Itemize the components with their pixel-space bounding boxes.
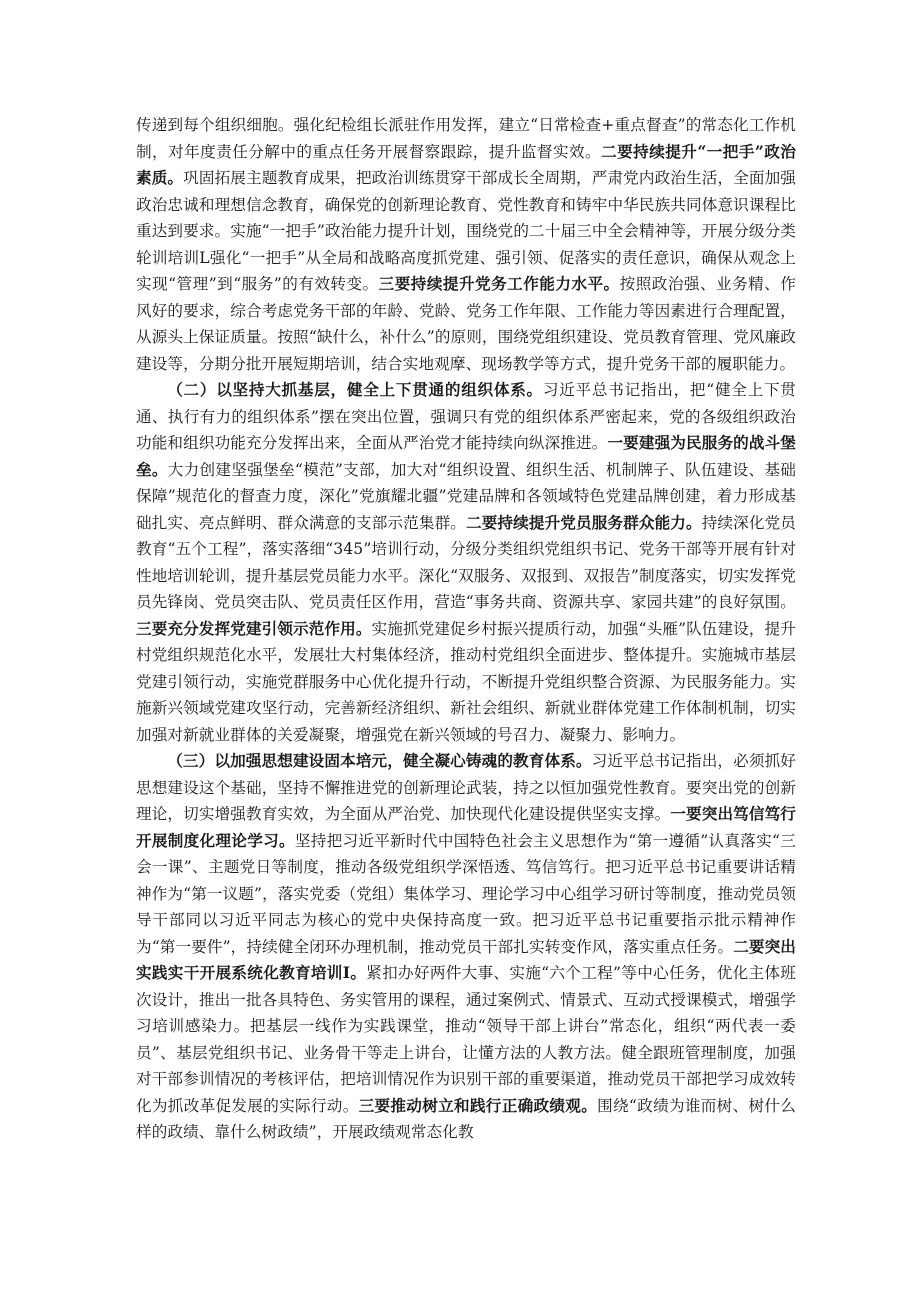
text-run: 大力创建坚强堡垒“模范”支部，加大对“组织设置、组织生活、机制牌子、队伍建设、基础保障”规范化的督查力度，深化”党旗耀北疆”党建品牌和各领域特色党建品牌创建，着力形成基础扎实、亮点鲜明、群众满意的支部示范集群。 <box>136 460 796 532</box>
heading-run: 三要充分发挥党建引领示范作用。 <box>136 618 372 638</box>
paragraph-1 <box>136 112 796 377</box>
text-run: 巩固拓展主题教育成果，把政治训练贯穿干部成长全周期，严肃党内政治生活，全面加强政治忠诚和理想信念教育，确保党的创新理论教育、党性教育和铸牢中华民族共同体意识课程比重达到要求。实施“一把手”政治能力提升计划，围绕党的二十届三中全会精神等，开展分级分类轮训培训L强化“一把手”从全局和战略高度抓党建、强引领、促落实的责任意识，确保从观念上实现“管理”到“服务”的有效转变。 <box>136 169 796 293</box>
text-run: 习近平总书记指出，必须抓好思想建设这个基础，坚持不懈推进党的创新理论武装，持之以恒加强党性教育。要突出党的创新理论，切实增强教育实效，为全面从严治党、加快现代化建设提供坚实支撑。 <box>136 752 796 823</box>
paragraph-2 <box>136 377 796 748</box>
text-run: 坚持把习近平新时代中国特色社会主义思想作为“第一遵循”认真落实“三会一课”、主题党日等制度，推动各级党组织学深悟透、笃信笃行。把习近平总书记重要讲话精神作为“第一议题”，落实党委（党组）集体学习、理论学习中心组学习研讨等制度，推动党员领导干部同以习近平同志为核心的党中央保持高度一致。把习近平总书记重要指示批示精神作为“第一要件”，持续健全闭环办理机制，推动党员干部扎实转变作风，落实重点任务。 <box>136 831 796 956</box>
text-run: 持续深化党员教育“五个工程”，落实落细“345”培训行动，分级分类组织党组织书记、党务干部等开展有针对性地培训轮训，提升基层党员能力水平。深化“双服务、双报到、双报告”制度落实，切实发挥党员先锋岗、党员突击队、党员责任区作用，营造“事务共商、资源共享、家园共建”的良好氛围。 <box>136 513 796 611</box>
heading-run: 三要推动树立和践行正确政绩观。 <box>358 1095 598 1115</box>
text-run: 按照政治强、业务精、作风好的要求，综合考虑党务干部的年龄、党龄、党务工作年限、工作能力等因素进行合理配置，从源头上保证质量。按照“缺什么，补什么”的原则，围绕党组织建设、党员教育管理、党风廉政建设等，分期分批开展短期培训，结合实地观摩、现场教学等方式，提升党务干部的履职能力。 <box>136 275 796 373</box>
heading-run: 二要突出实践实干开展系统化教育培训I。 <box>136 936 796 982</box>
document-page <box>136 112 796 1146</box>
text-run: 传递到每个组织细胞。强化纪检组长派驻作用发挥，建立“日常检查+重点督查”的常态化工作机制，对年度责任分解中的重点任务开展督察跟踪，提升监督实效。 <box>136 116 796 161</box>
text-run: 围绕“政绩为谁而树、树什么样的政绩、靠什么树政绩”，开展政绩观常态化教 <box>136 1096 796 1141</box>
text-run: 实施抓党建促乡村振兴提质行动，加强“头雁”队伍建设，提升村党组织规范化水平，发展壮大村集体经济，推动村党组织全面进步、整体提升。实施城市基层党建引领行动，实施党群服务中心优化提升行动，不断提升党组织整合资源、为民服务能力。实施新兴领域党建攻坚行动，完善新经济组织、新社会组织、新就业群体党建工作体制机制，切实加强对新就业群体的关爱凝聚，增强党在新兴领域的号召力、凝聚力、影响力。 <box>136 619 796 744</box>
heading-run: 二要持续提升党员服务群众能力。 <box>466 512 702 532</box>
heading-run: 一要建强为民服务的战斗堡垒。 <box>136 433 796 479</box>
heading-run: 一要突出笃信笃行开展制度化理论学习。 <box>136 804 796 850</box>
text-run: 紧扣办好两件大事、实施“六个工程”等中心任务，优化主体班次设计，推出一批各具特色、务实管用的课程，通过案例式、情景式、互动式授课模式，增强学习培训感染力。把基层一线作为实践课堂，推动“领导干部上讲台”常态化，组织“两代表一委员”、基层党组织书记、业务骨干等走上讲台，让懂方法的人教方法。健全跟班管理制度，加强对干部参训情况的考核评估，把培训情况作为识别干部的重要渠道，推动党员干部把学习成效转化为抓改革促发展的实际行动。 <box>136 964 796 1115</box>
heading-run: 二要持续提升“一把手”政治素质。 <box>136 141 796 187</box>
text-run: 习近平总书记指出，把“健全上下贯通、执行有力的组织体系”摆在突出位置，强调只有党的组织体系严密起来，党的各级组织政治功能和组织功能充分发挥出来，全面从严治党才能持续向纵深推进。 <box>136 381 796 452</box>
paragraph-3 <box>136 748 796 1146</box>
heading-run: 三要持续提升党务工作能力水平。 <box>378 274 620 293</box>
section-heading: （二）以坚持大抓基层，健全上下贯通的组织体系。 <box>167 380 543 399</box>
section-heading: （三）以加强思想建设固本培元，健全凝心铸魂的教育体系。 <box>167 751 592 770</box>
